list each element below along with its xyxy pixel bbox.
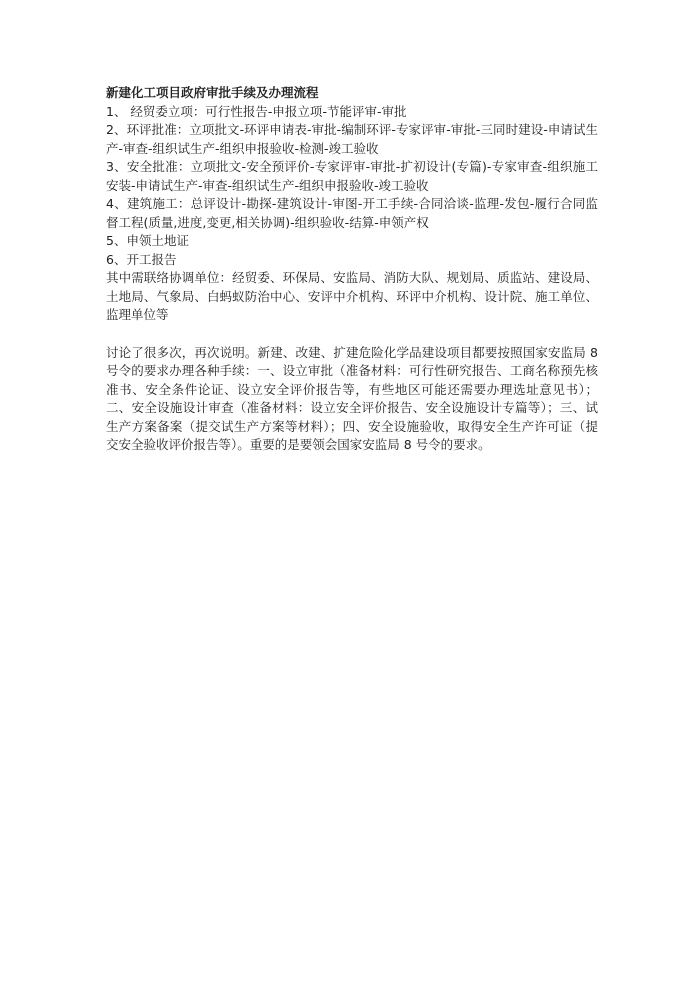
step-3: 3、安全批准：立项批文-安全预评价-专家评审-审批-扩初设计(专篇)-专家审查-组织施工安装-申请试生产-审查-组织试生产-组织申报验收-竣工验收 [106, 159, 598, 193]
step-1: 1、 经贸委立项：可行性报告-申报立项-节能评审-审批 [106, 103, 407, 119]
discussion-paragraph: 讨论了很多次，再次说明。新建、改建、扩建危险化学品建设项目都要按照国家安监局 8号令的要求办理各种手续：一、设立审批（准备材料：可行性研究报告、工商名称预先核准书、安全条件论证、设立安全评价报告等，有些地区可能还需要办理选址意见书）；二、安全设施设计审查（准备材料：设立安全评价报告、安全设施设计专篇等）；三、试生产方案备案（提交试生产方案等材料）；四、安全设施验收，取得安全生产许可证（提交安全验收评价报告等）。重要的是要领会国家安监局 8 号令的要求。 [106, 344, 598, 452]
step-6: 6、开工报告 [106, 251, 177, 267]
paragraph-spacer [106, 325, 598, 344]
document-title: 新建化工项目政府审批手续及办理流程 [106, 85, 319, 100]
step-5: 5、申领土地证 [106, 233, 189, 248]
document-body [106, 84, 598, 455]
step-2: 2、环评批准：立项批文-环评申请表-审批-编制环评-专家评审-审批-三同时建设-申请试生产-审查-组织试生产-组织申报验收-检测-竣工验收 [106, 122, 598, 156]
coordination-units: 其中需联络协调单位：经贸委、环保局、安监局、消防大队、规划局、质监站、建设局、土地局、气象局、白蚂蚁防治中心、安评中介机构、环评中介机构、设计院、施工单位、监理单位等 [106, 270, 598, 322]
step-4: 4、建筑施工：总评设计-勘探-建筑设计-审图-开工手续-合同洽谈-监理-发包-履行合同监督工程(质量,进度,变更,相关协调)-组织验收-结算-申领产权 [106, 196, 598, 230]
